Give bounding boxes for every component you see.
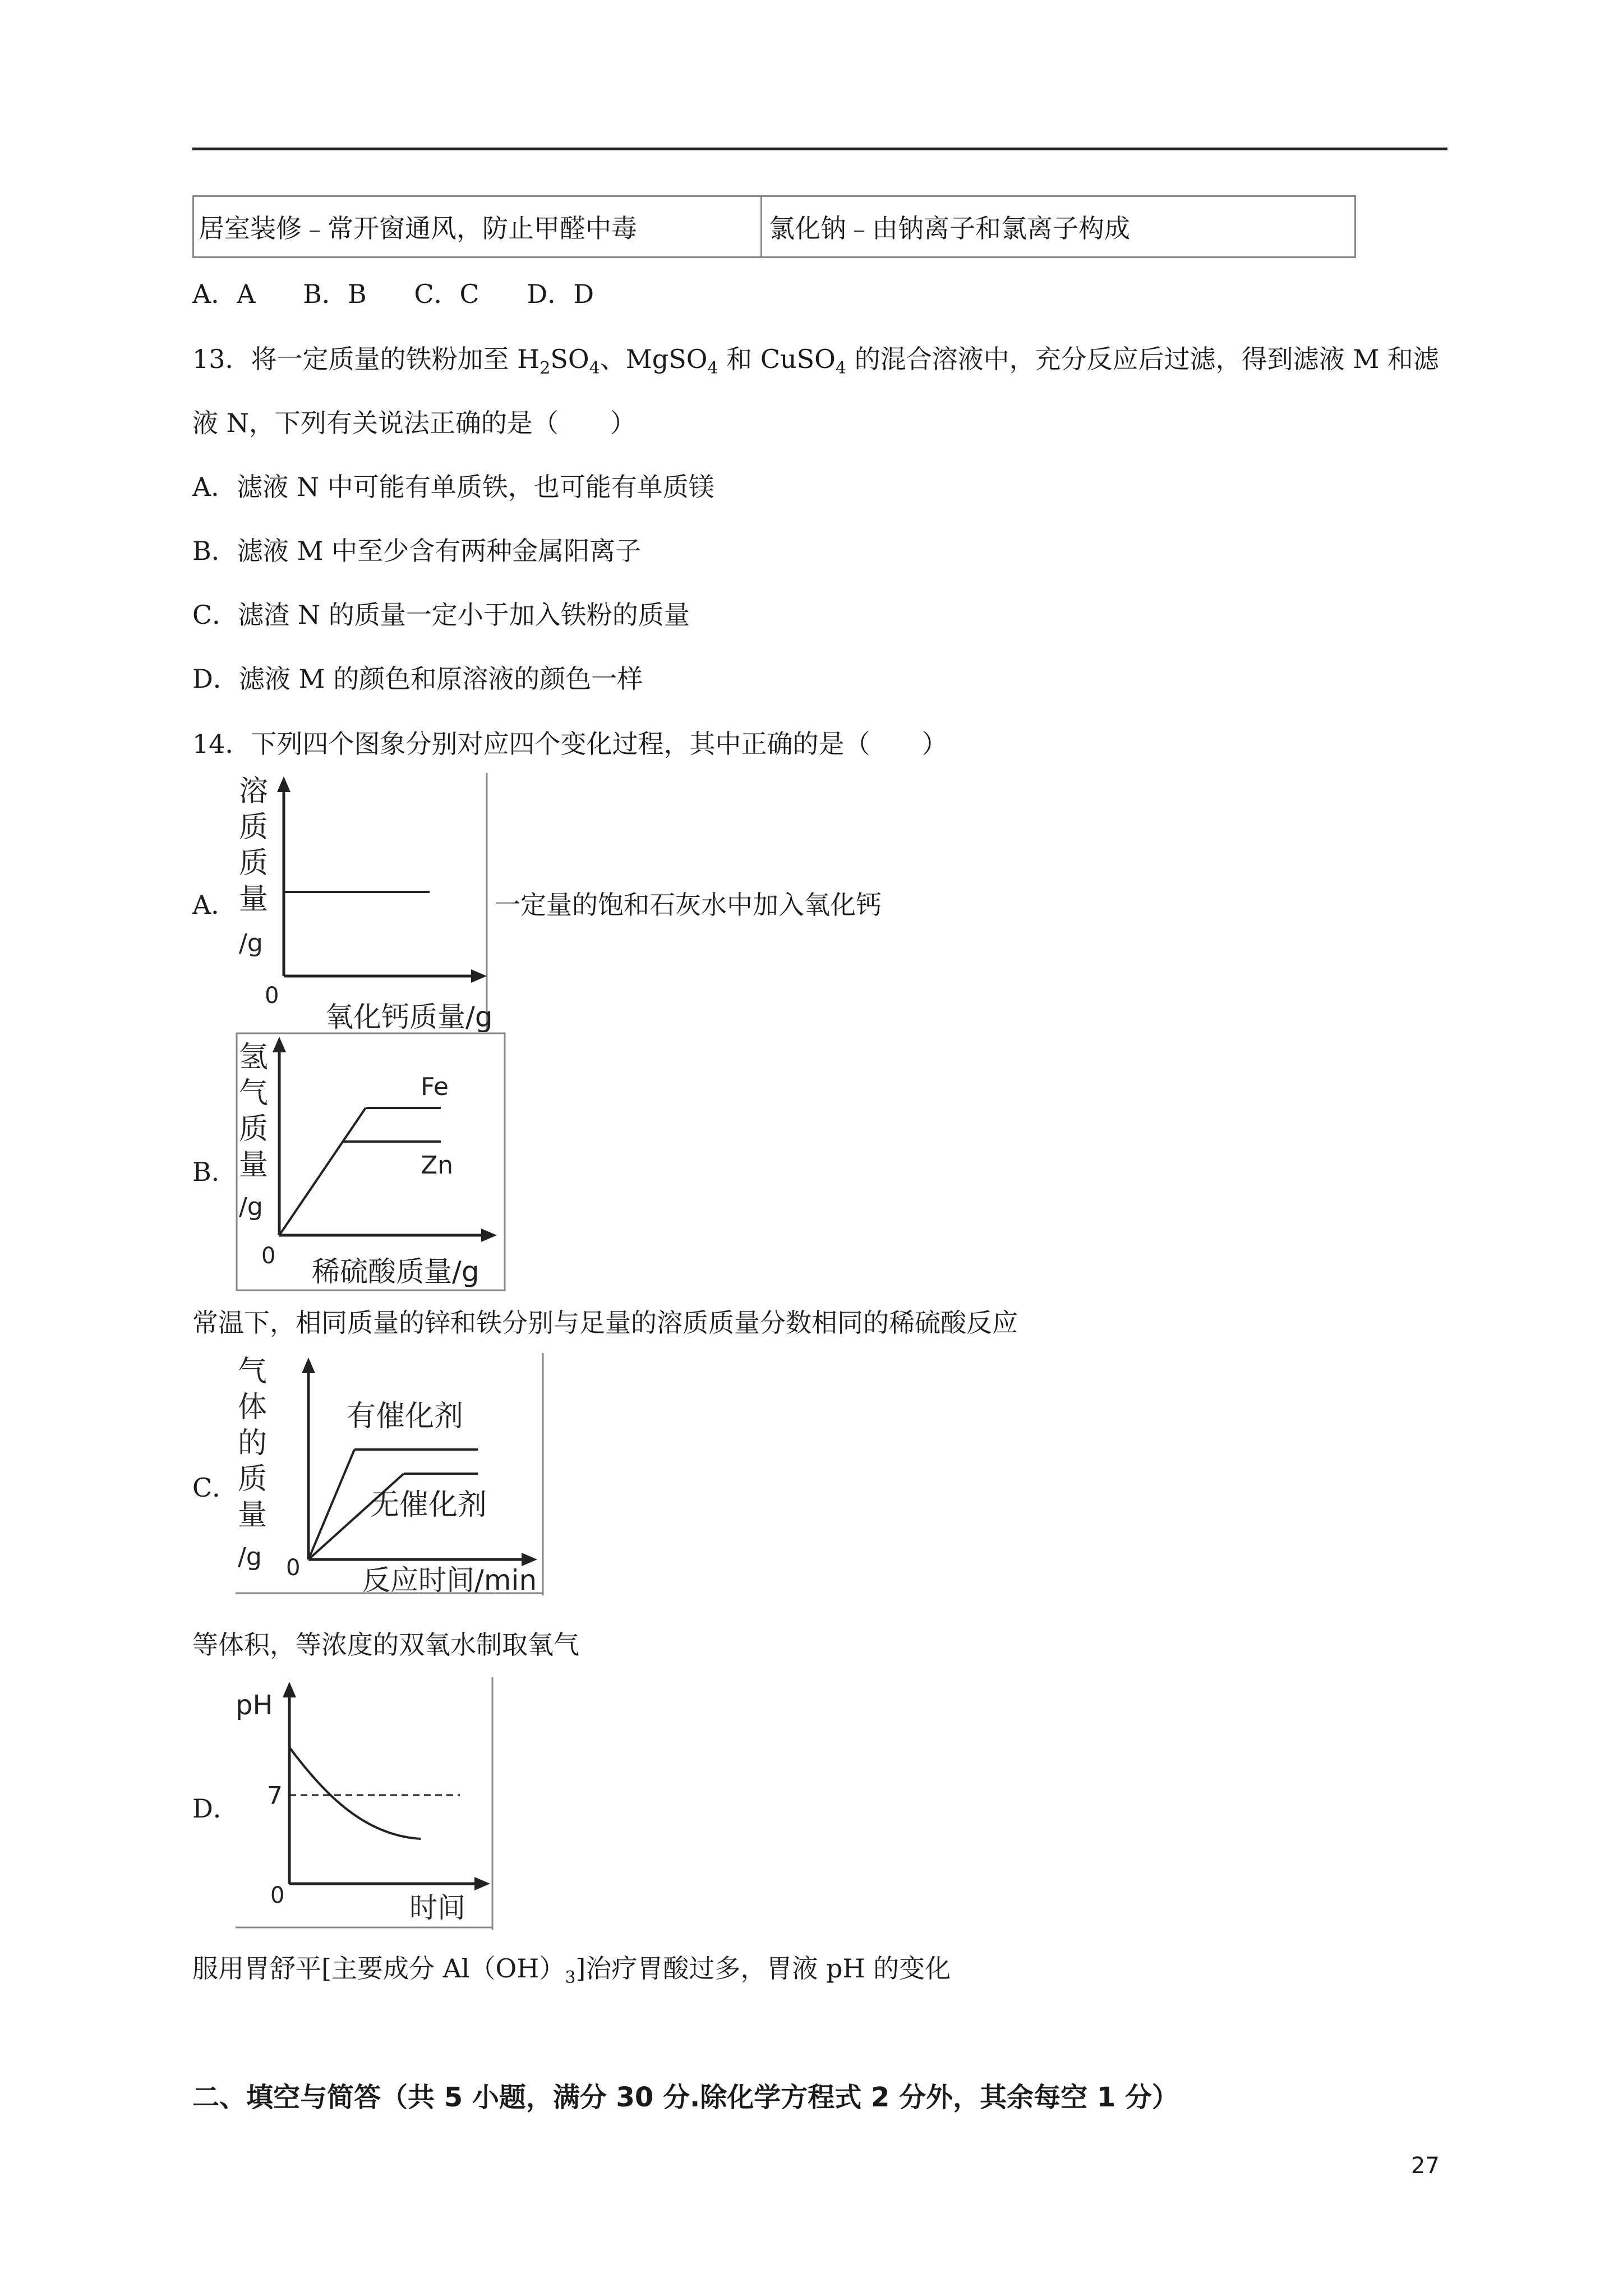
q14-c-ylabel-1: 气: [238, 1355, 268, 1388]
q14-d-desc: 服用胃舒平[主要成分 $Al(OH)_3$]治疗胃酸过多，胃液 pH 的变化: [192, 1953, 951, 1988]
q12-option-b: B．B: [303, 279, 367, 309]
q14-a-desc: 一定量的饱和石灰水中加入氧化钙: [495, 890, 882, 920]
q14-b-origin: 0: [261, 1243, 276, 1269]
q14-d-xlabel: 时间: [409, 1892, 465, 1924]
q14-c-ylabel-3: 的: [238, 1427, 268, 1460]
q14-c-ylabel-2: 体: [238, 1391, 268, 1424]
q14-a-letter: A．: [192, 890, 237, 920]
q14-c-series-catalyst: 有催化剂: [347, 1400, 464, 1433]
q14-chart-a: [236, 773, 495, 1032]
q12-options: [192, 274, 633, 311]
answer-table-row: [192, 195, 1356, 258]
q14-c-origin: 0: [286, 1555, 301, 1581]
q14-c-desc: 等体积，等浓度的双氧水制取氧气: [192, 1630, 579, 1660]
q14-chart-d: [236, 1677, 495, 1930]
q12-option-d: D．D: [527, 279, 594, 309]
q14-c-xlabel: 反应时间/min: [362, 1564, 537, 1595]
q14-chart-c: [236, 1353, 547, 1595]
q13-stem-line2: 液 N，下列有关说法正确的是（ ）: [192, 408, 636, 438]
q14-b-xlabel: 稀硫酸质量/g: [312, 1255, 479, 1288]
q14-a-ylabel-3: 质: [239, 846, 269, 880]
q14-d-letter: D．: [192, 1793, 239, 1824]
q13-option-b: B．滤液 M 中至少含有两种金属阳离子: [192, 536, 642, 566]
section-2-heading: 二、填空与简答（共 5 小题，满分 30 分.除化学方程式 2 分外，其余每空 1 分）: [192, 2082, 1179, 2113]
q14-c-letter: C．: [192, 1473, 238, 1503]
q14-b-series-zn: Zn: [421, 1151, 454, 1180]
q14-chart-b: [236, 1032, 506, 1291]
q13-stem-line1: 13．将一定质量的铁粉加至 $H_2SO_4$、MgSO$_4$ 和 CuSO$_4$ 的混合溶液中，充分反应后过滤，得到滤液 M 和滤: [192, 344, 1439, 379]
table-cell-left: 居室装修﹣常开窗通风，防止甲醛中毒: [199, 213, 637, 243]
q14-b-ylabel-5: /g: [239, 1193, 263, 1221]
q13-option-c: C．滤渣 N 的质量一定小于加入铁粉的质量: [192, 600, 690, 630]
q14-b-desc: 常温下，相同质量的锌和铁分别与足量的溶质质量分数相同的稀硫酸反应: [192, 1308, 1018, 1338]
q14-b-ylabel-2: 气: [239, 1076, 269, 1110]
q12-option-c: C．C: [414, 279, 479, 309]
q14-a-ylabel-2: 质: [239, 811, 269, 844]
q14-a-xlabel: 氧化钙质量/g: [325, 1001, 493, 1032]
q14-a-origin: 0: [265, 983, 279, 1009]
q14-c-ylabel-4: 质: [238, 1462, 268, 1496]
q14-b-ylabel-4: 量: [239, 1148, 269, 1182]
table-divider: [760, 197, 762, 256]
table-cell-right: 氯化钠﹣由钠离子和氯离子构成: [769, 213, 1130, 243]
q14-a-ylabel-5: /g: [239, 929, 263, 958]
q14-d-tick-7: 7: [267, 1782, 283, 1810]
q13-option-a: A．滤液 N 中可能有单质铁，也可能有单质镁: [192, 472, 714, 502]
q14-d-ylabel: pH: [236, 1690, 273, 1721]
q14-b-ylabel-3: 质: [239, 1112, 269, 1146]
q14-b-ylabel-1: 氢: [239, 1041, 269, 1074]
q13-option-d: D．滤液 M 的颜色和原溶液的颜色一样: [192, 664, 643, 694]
q12-option-a: A．A: [192, 279, 256, 309]
q14-a-ylabel-1: 溶: [239, 775, 269, 808]
q14-a-ylabel-4: 量: [239, 882, 269, 916]
q14-stem: 14．下列四个图象分别对应四个变化过程，其中正确的是（ ）: [192, 729, 948, 759]
q14-b-letter: B．: [192, 1157, 237, 1187]
page-number: 27: [1411, 2153, 1440, 2179]
header-rule: [192, 148, 1447, 150]
q14-c-ylabel-6: /g: [238, 1543, 262, 1571]
q14-b-series-fe: Fe: [421, 1073, 449, 1101]
q14-c-ylabel-5: 量: [238, 1498, 268, 1532]
q14-c-series-no-catalyst: 无催化剂: [370, 1488, 487, 1522]
q14-d-origin: 0: [270, 1883, 285, 1908]
